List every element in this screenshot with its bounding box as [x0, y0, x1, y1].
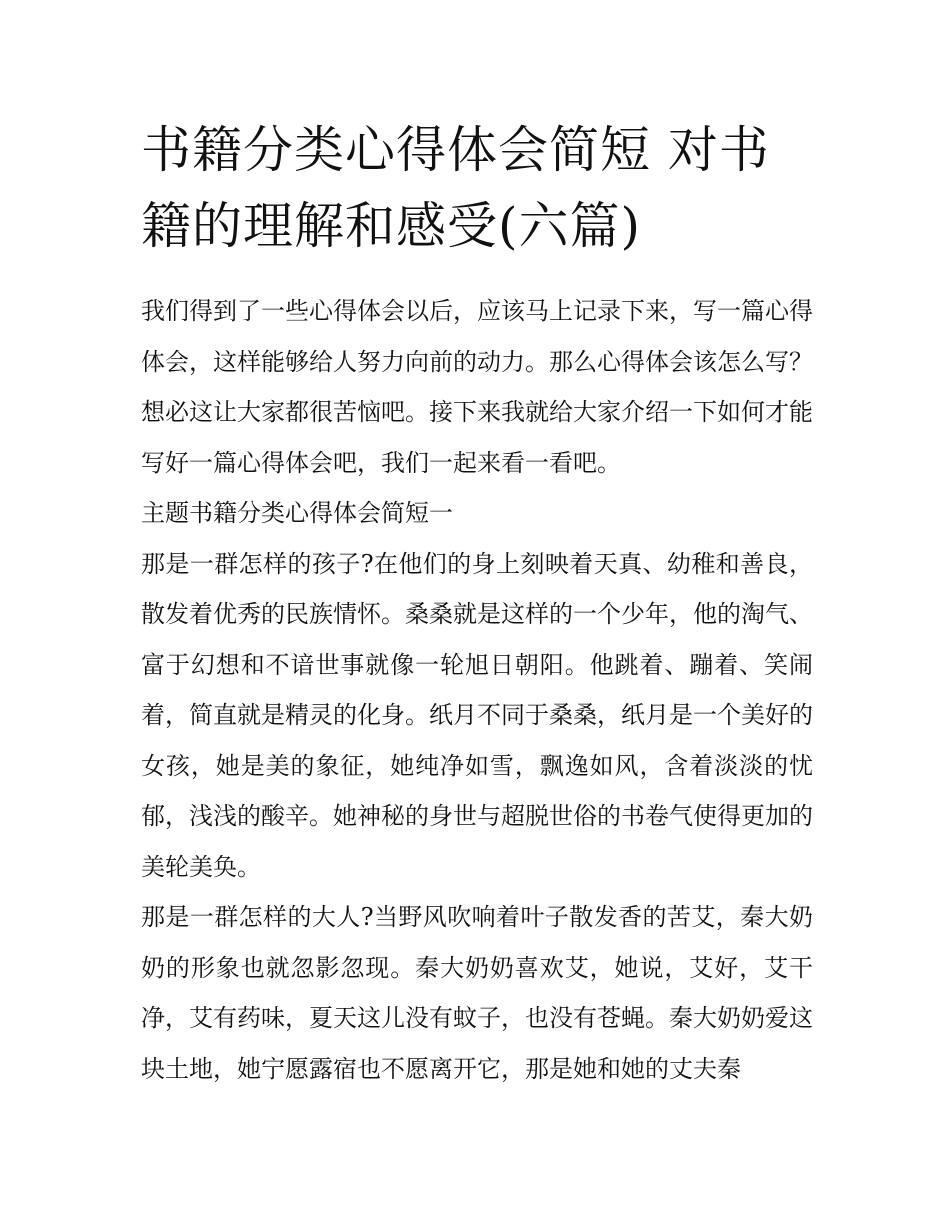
- document-body: [141, 286, 813, 1094]
- body-paragraph: 那是一群怎样的孩子?在他们的身上刻映着天真、幼稚和善良，散发着优秀的民族情怀。桑桑就是这样的一个少年，他的淘气、富于幻想和不谙世事就像一轮旭日朝阳。他跳着、蹦着、笑闹着，简直就是精灵的化身。纸月不同于桑桑，纸月是一个美好的女孩，她是美的象征，她纯净如雪，飘逸如风，含着淡淡的忧郁，浅浅的酸辛。她神秘的身世与超脱世俗的书卷气使得更加的美轮美奂。: [141, 549, 813, 881]
- document-content: [141, 112, 813, 1094]
- body-paragraph: 那是一群怎样的大人?当野风吹响着叶子散发香的苦艾，秦大奶奶的形象也就忽影忽现。秦大奶奶喜欢艾，她说，艾好，艾干净，艾有药味，夏天这儿没有蚊子，也没有苍蝇。秦大奶奶爱这块土地，她宁愿露宿也不愿离开它，那是她和她的丈夫秦: [141, 903, 813, 1083]
- intro-paragraph: 我们得到了一些心得体会以后，应该马上记录下来，写一篇心得体会，这样能够给人努力向前的动力。那么心得体会该怎么写？想必这让大家都很苦恼吧。接下来我就给大家介绍一下如何才能写好一篇心得体会吧，我们一起来看一看吧。: [141, 297, 813, 477]
- document-title: 书籍分类心得体会简短 对书籍的理解和感受(六篇): [141, 121, 770, 255]
- section-heading: 主题书籍分类心得体会简短一: [141, 499, 453, 527]
